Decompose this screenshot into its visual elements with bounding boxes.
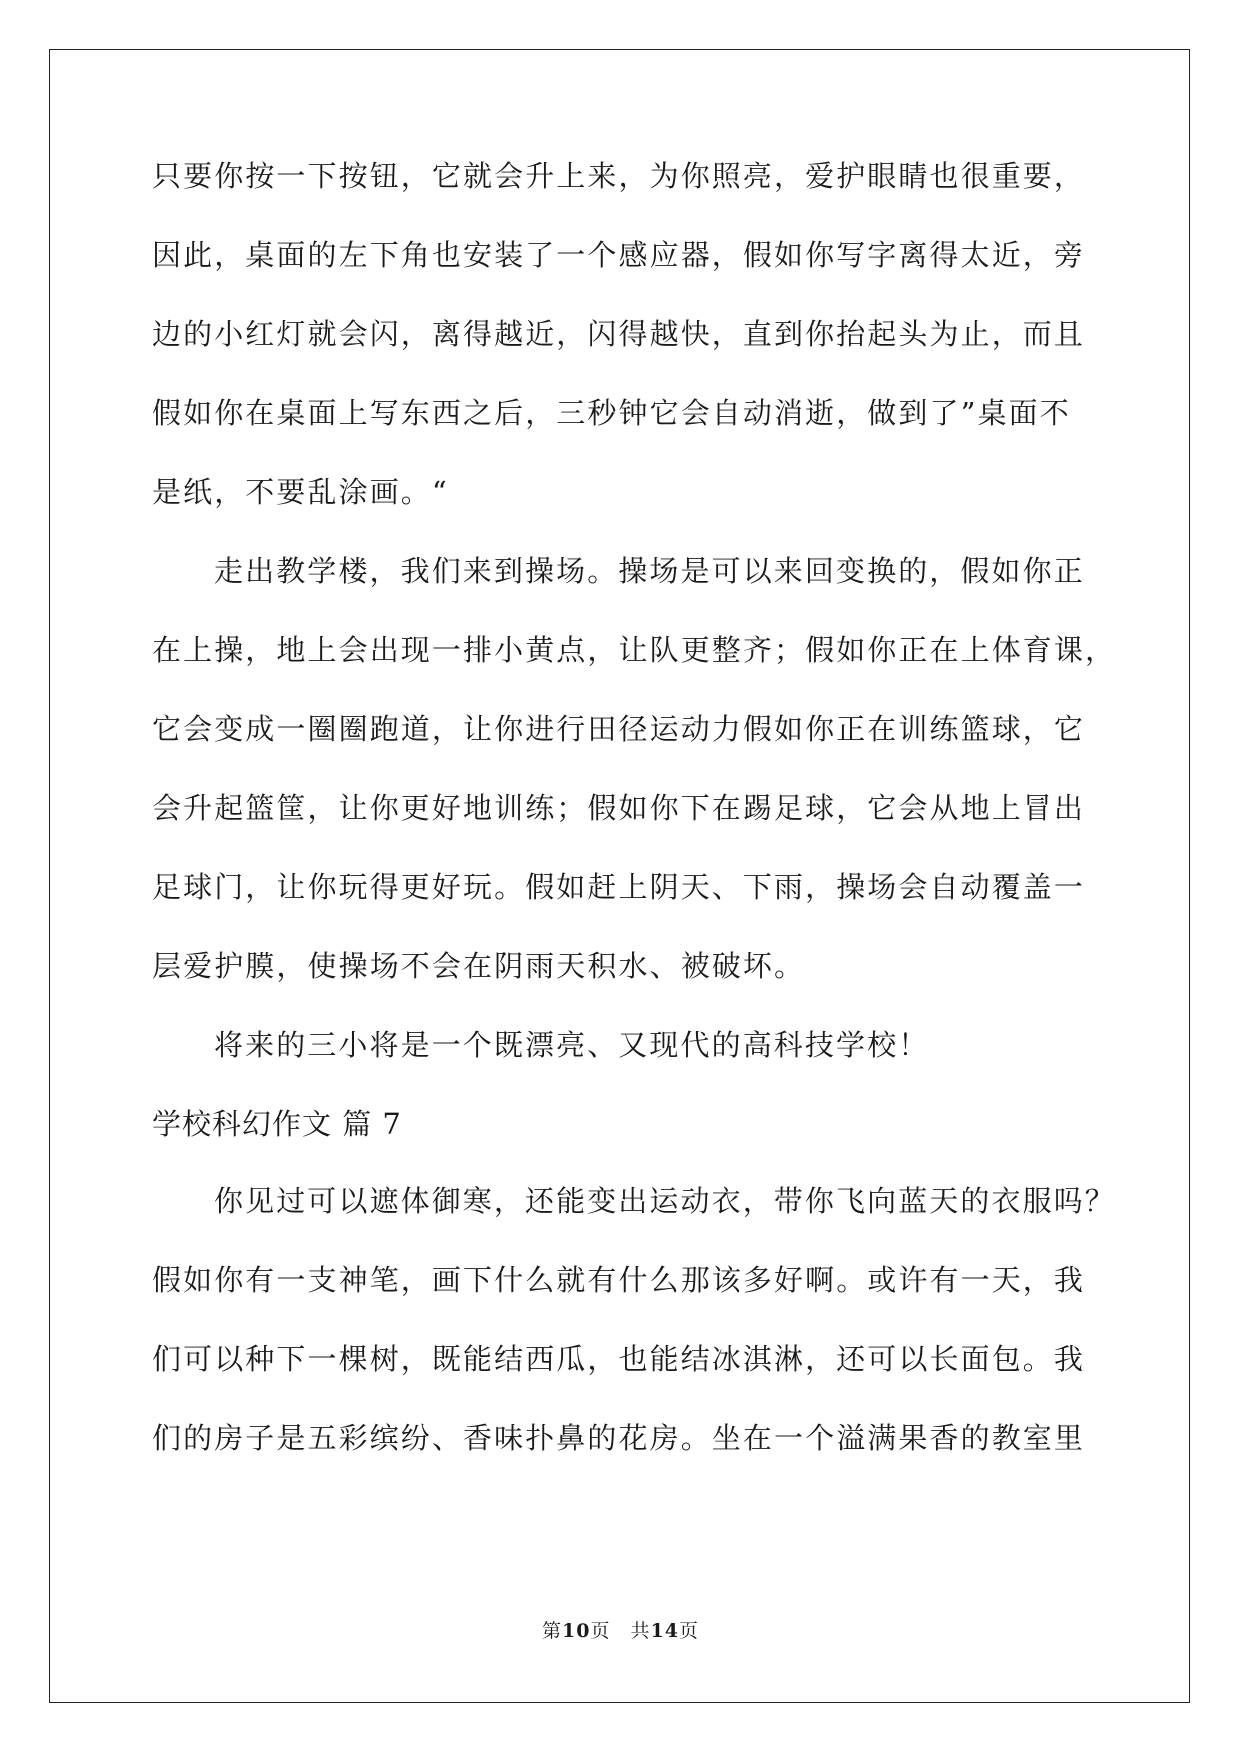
text-line: 在上操，地上会出现一排小黄点，让队更整齐；假如你正在上体育课， bbox=[152, 633, 1117, 667]
footer-prefix: 第 bbox=[542, 1620, 563, 1642]
text-line: 只要你按一下按钮，它就会升上来，为你照亮，爱护眼睛也很重要， bbox=[152, 159, 1086, 193]
text-line: 会升起篮筐，让你更好地训练；假如你下在踢足球，它会从地上冒出 bbox=[152, 791, 1086, 825]
text-line: 假如你有一支神笔，画下什么就有什么那该多好啊。或许有一天，我 bbox=[152, 1263, 1086, 1297]
paragraph-start-line: 将来的三小将是一个既漂亮、又现代的高科技学校！ bbox=[214, 1028, 930, 1062]
text-line: 假如你在桌面上写东西之后，三秒钟它会自动消逝，做到了”桌面不 bbox=[152, 396, 1071, 430]
paragraph-start-line: 你见过可以遮体御寒，还能变出运动衣，带你飞向蓝天的衣服吗？ bbox=[214, 1184, 1116, 1218]
text-line: 们的房子是五彩缤纷、香味扑鼻的花房。坐在一个溢满果香的教室里 bbox=[152, 1421, 1086, 1455]
text-line: 因此，桌面的左下角也安装了一个感应器，假如你写字离得太近，旁 bbox=[152, 238, 1086, 272]
text-line: 是纸，不要乱涂画。“ bbox=[152, 475, 449, 509]
document-body bbox=[152, 159, 1117, 1502]
footer-suffix: 页 bbox=[678, 1620, 699, 1642]
text-line: 们可以种下一棵树，既能结西瓜，也能结冰淇淋，还可以长面包。我 bbox=[152, 1342, 1086, 1376]
page-number-footer bbox=[0, 1616, 1241, 1643]
section-heading: 学校科幻作文 篇 7 bbox=[152, 1107, 402, 1141]
footer-middle: 页 共 bbox=[590, 1620, 651, 1642]
current-page-number: 10 bbox=[562, 1620, 591, 1642]
text-line: 边的小红灯就会闪，离得越近，闪得越快，直到你抬起头为止，而且 bbox=[152, 317, 1086, 351]
paragraph-start-line: 走出教学楼，我们来到操场。操场是可以来回变换的，假如你正 bbox=[214, 554, 1085, 588]
text-line: 足球门，让你玩得更好玩。假如赶上阴天、下雨，操场会自动覆盖一 bbox=[152, 870, 1086, 904]
text-line: 层爱护膜，使操场不会在阴雨天积水、被破坏。 bbox=[152, 949, 806, 983]
total-page-number: 14 bbox=[650, 1620, 679, 1642]
text-line: 它会变成一圈圈跑道，让你进行田径运动力假如你正在训练篮球，它 bbox=[152, 712, 1086, 746]
